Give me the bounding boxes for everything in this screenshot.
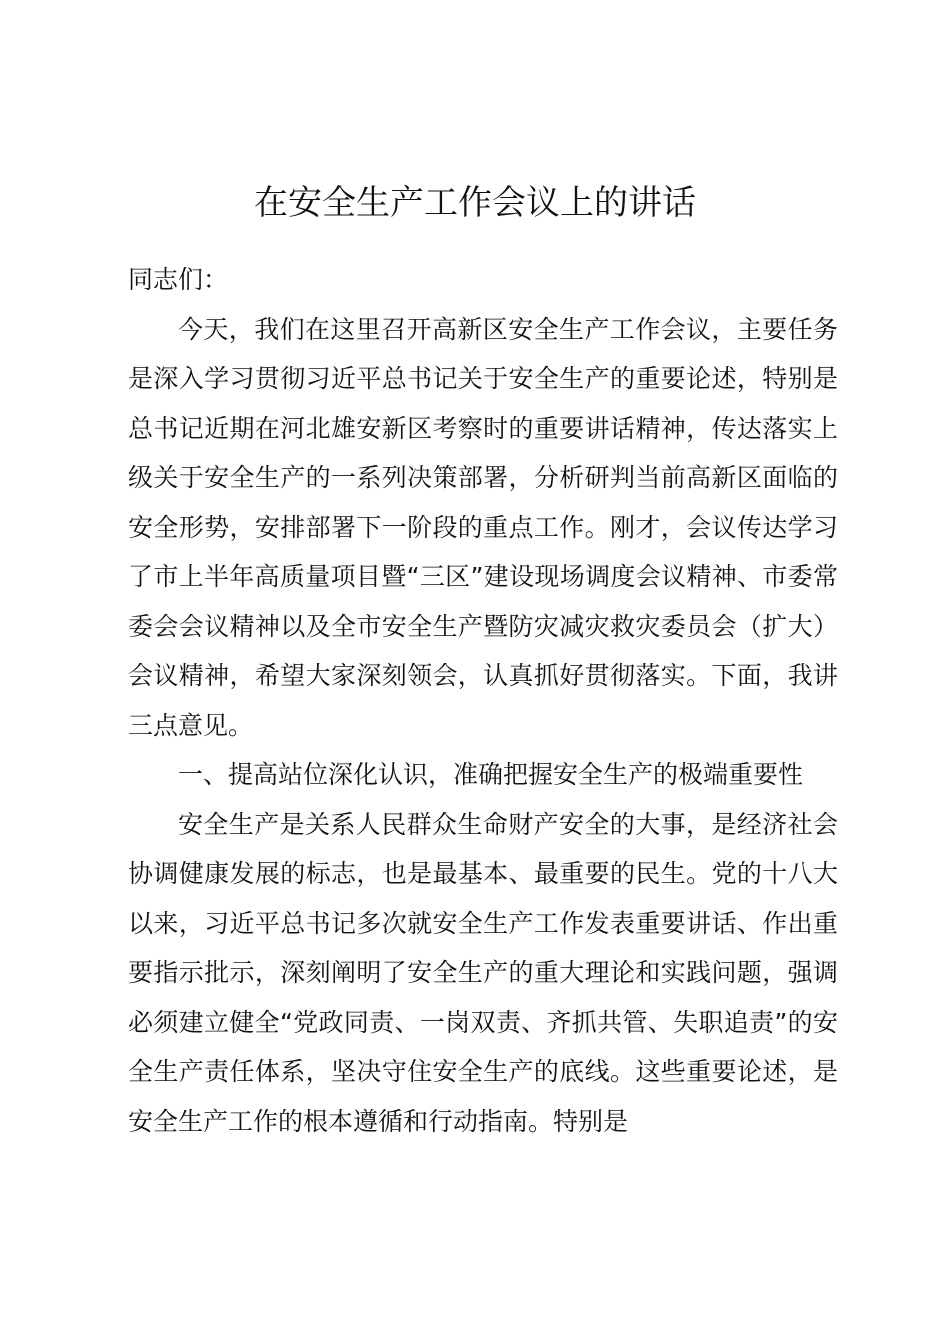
salutation: 同志们： <box>128 265 229 294</box>
paragraph-intro: 今天，我们在这里召开高新区安全生产工作会议，主要任务是深入学习贯彻习近平总书记关于安全生产的重要论述，特别是总书记近期在河北雄安新区考察时的重要讲话精神，传达落实上级关于安全生产的一系列决策部署，分析研判当前高新区面临的安全形势，安排部署下一阶段的重点工作。刚才，会议传达学习了市上半年高质量项目暨“三区”建设现场调度会议精神、市委常委会会议精神以及全市安全生产暨防灾减灾救灾委员会（扩大）会议精神，希望大家深刻领会，认真抓好贯彻落实。下面，我讲三点意见。 <box>128 314 838 740</box>
section-heading-1: 一、提高站位深化认识，准确把握安全生产的极端重要性 <box>178 760 804 789</box>
paragraph-section-1: 安全生产是关系人民群众生命财产安全的大事，是经济社会协调健康发展的标志，也是最基本、最重要的民生。党的十八大以来，习近平总书记多次就安全生产工作发表重要讲话、作出重要指示批示，深刻阐明了安全生产的重大理论和实践问题，强调必须建立健全“党政同责、一岗双责、齐抓共管、失职追责”的安全生产责任体系，坚决守住安全生产的底线。这些重要论述，是安全生产工作的根本遵循和行动指南。特别是 <box>128 809 838 1136</box>
document-body <box>128 255 838 1146</box>
document-title: 在安全生产工作会议上的讲话 <box>254 183 696 223</box>
